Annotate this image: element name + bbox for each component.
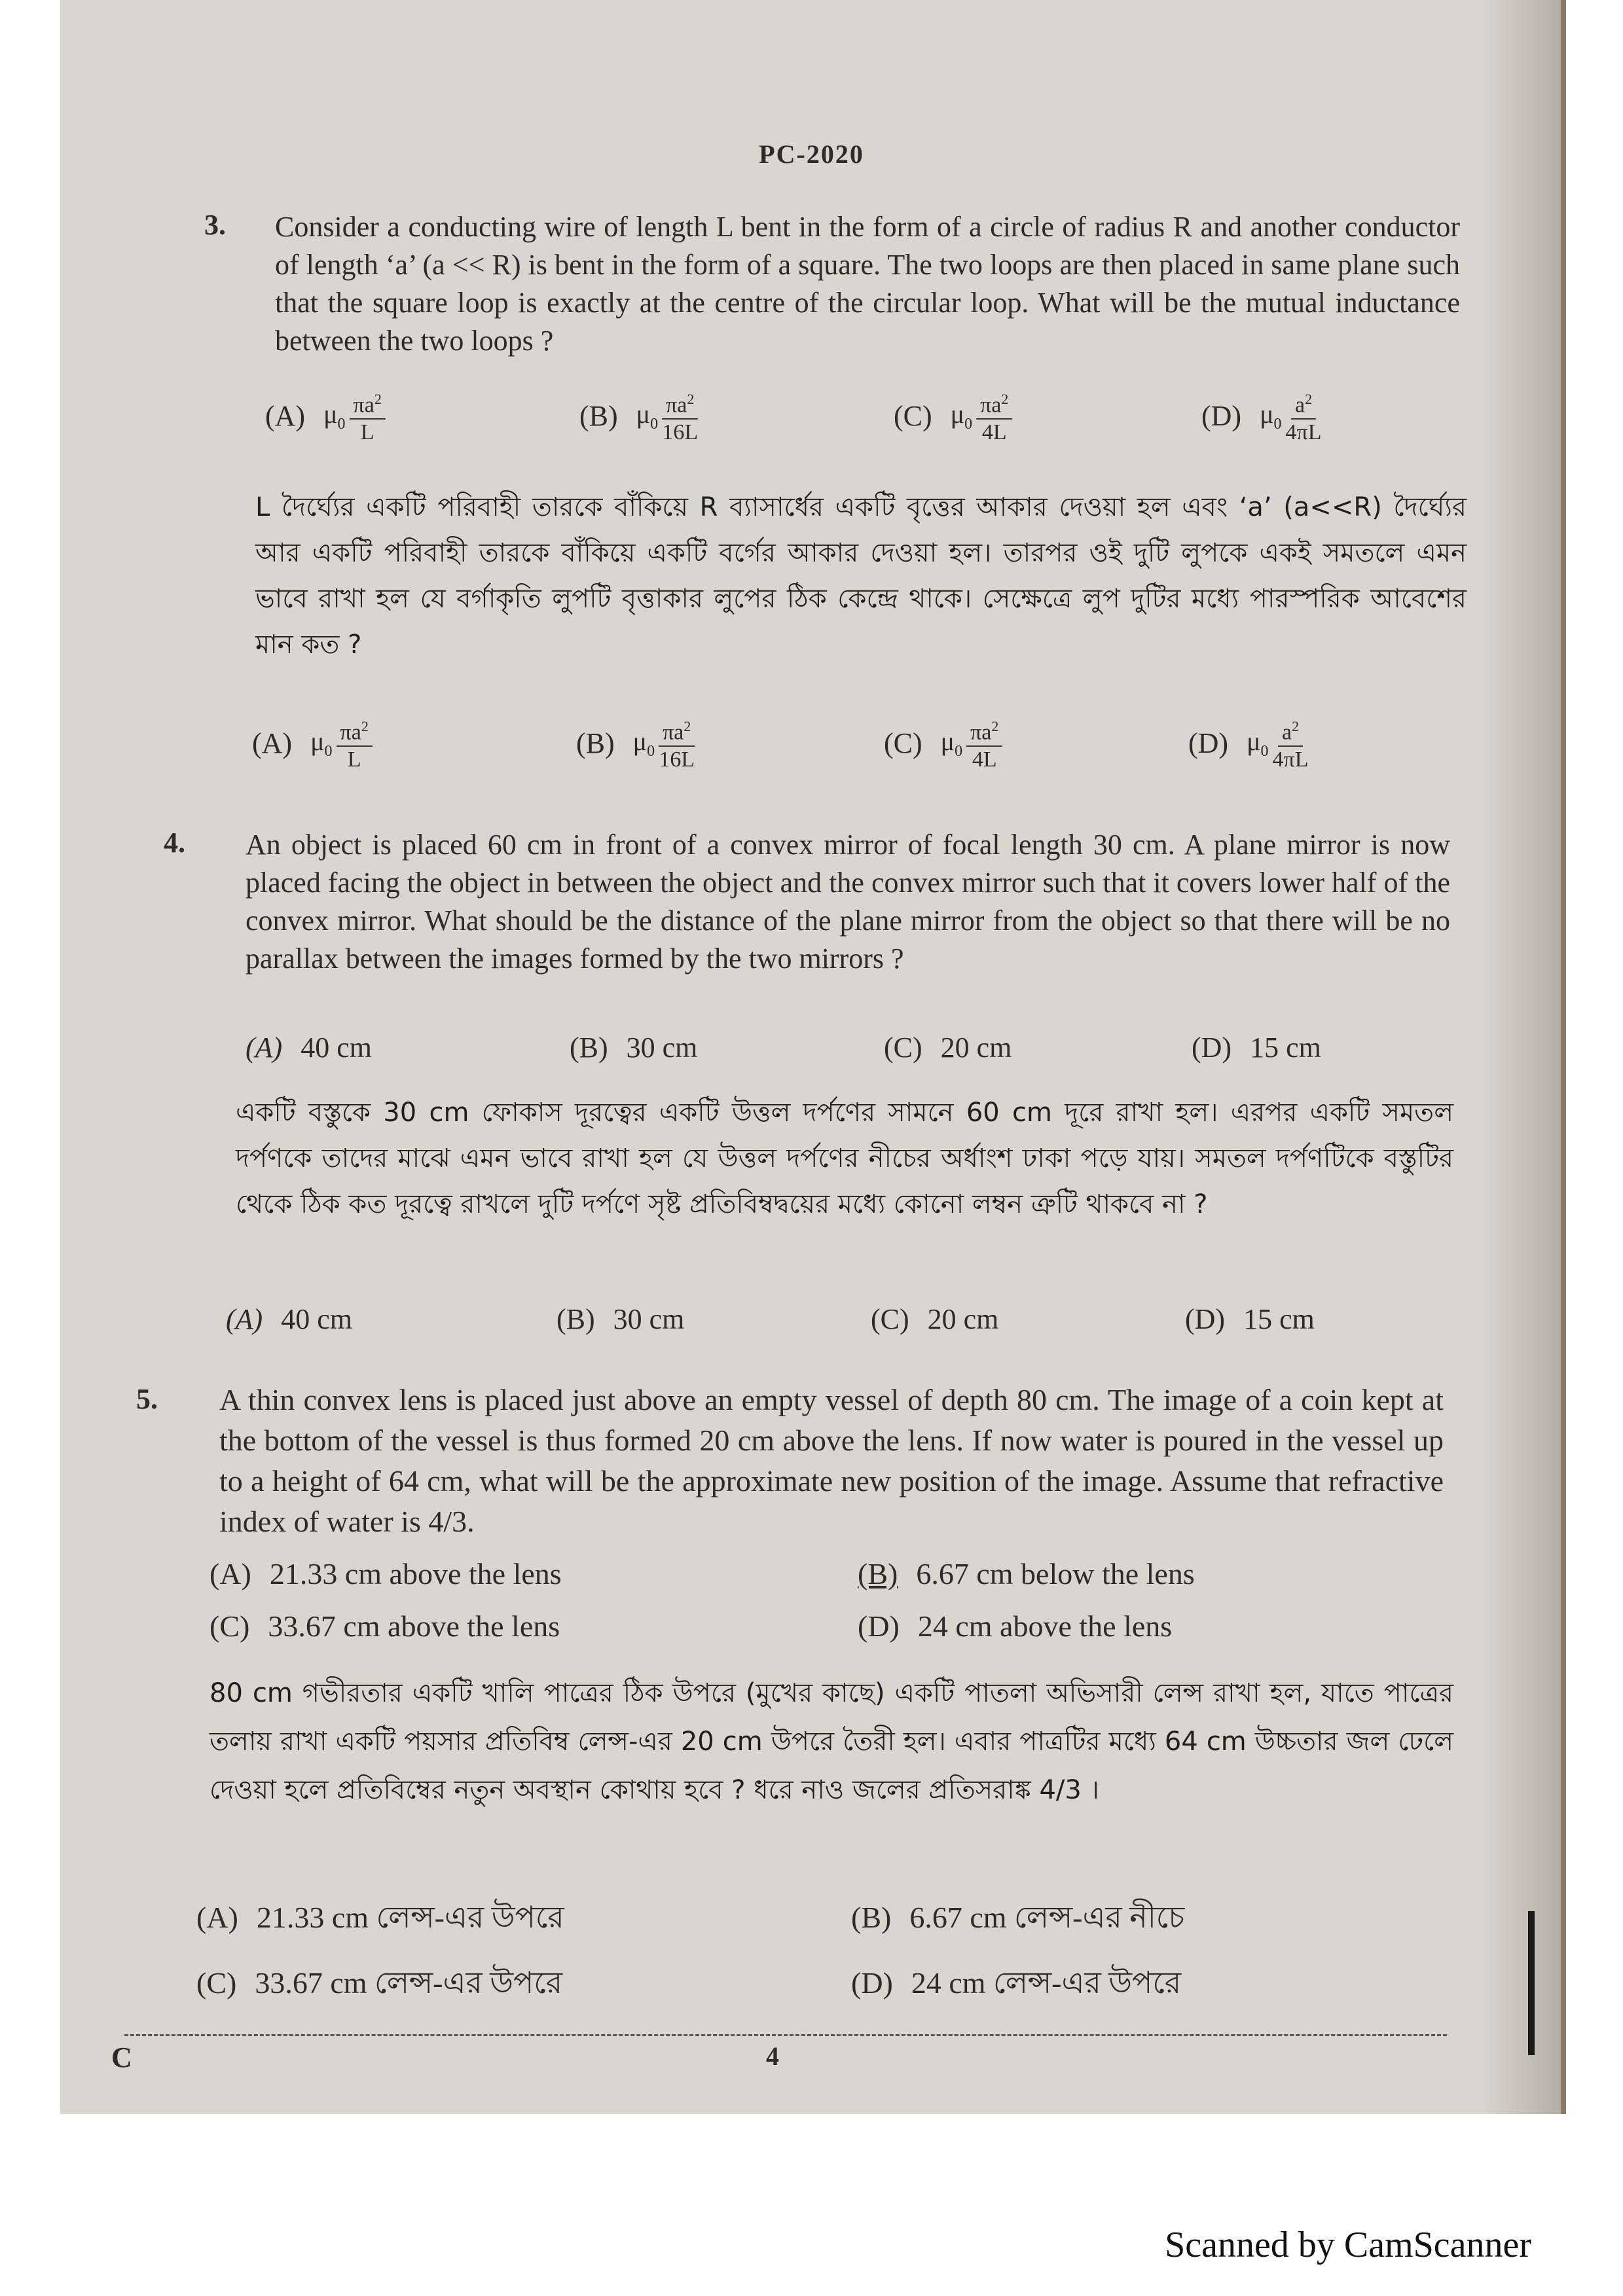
q3-option-d: (D) $\mu_0$ $\frac{a^2}{4\pi L}$ <box>1201 386 1321 446</box>
q5-option-b: (B) 6.67 cm below the lens <box>858 1557 1195 1590</box>
q4-bn-option-d: (D) 15 cm <box>1185 1303 1315 1335</box>
q5-bn-option-c: (C) 33.67 cm লেন্স-এর উপরে <box>196 1966 563 2000</box>
question-5-options-bn <box>196 1885 1440 2016</box>
q3-bn-option-d: (D) $\mu_0$ $\frac{a^2}{4\pi L}$ <box>1188 713 1308 773</box>
q4-bn-option-a: (A) 40 cm <box>226 1303 352 1335</box>
page-number: 4 <box>766 2041 779 2071</box>
q3-option-c: (C) $\mu_0$ $\frac{\pi a^2}{4L}$ <box>894 386 1201 446</box>
scanner-watermark: Scanned by CamScanner <box>1165 2225 1531 2265</box>
q3-bn-option-c: (C) $\mu_0$ $\frac{\pi a^2}{4L}$ <box>884 713 1188 773</box>
question-4-text-en: An object is placed 60 cm in front of a convex mirror of focal length 30 cm. A plane mirror is now placed facing the object in between the object and the convex mirror such that it covers lower half of the convex mirror. What should be the distance of the plane mirror from the object so that there will be no parallax between the images formed by the two mirrors ? <box>246 829 1450 975</box>
q5-option-a: (A) 21.33 cm above the lens <box>210 1557 562 1590</box>
question-4-options-bn <box>226 1302 1444 1336</box>
question-3-number: 3. <box>204 209 226 241</box>
question-5-text-en: A thin convex lens is placed just above an empty vessel of depth 80 cm. The image of a coin kept at the bottom of the vessel is thus formed 20 cm above the lens. If now water is poured in the vessel up to a height of 64 cm, what will be the approximate new position of the image. Assume that refractive index of water is 4/3. <box>219 1383 1444 1538</box>
q3-bn-option-b: (B) $\mu_0$ $\frac{\pi a^2}{16L}$ <box>576 713 884 773</box>
q4-bn-option-b: (B) 30 cm <box>556 1303 685 1335</box>
paper-code: PC-2020 <box>759 139 864 169</box>
q4-bn-option-c: (C) 20 cm <box>871 1303 999 1335</box>
q5-option-c: (C) 33.67 cm above the lens <box>210 1609 560 1643</box>
question-5-number: 5. <box>136 1383 158 1415</box>
q4-option-a: (A) 40 cm <box>246 1031 372 1064</box>
q5-bn-option-a: (A) 21.33 cm লেন্স-এর উপরে <box>196 1901 564 1934</box>
q5-option-d: (D) 24 cm above the lens <box>858 1609 1173 1643</box>
q3-bn-option-a: (A) $\mu_0$ $\frac{\pi a^2}{L}$ <box>252 713 576 773</box>
binding-edge <box>1528 1911 1535 2055</box>
set-code: C <box>111 2041 132 2073</box>
q4-option-b: (B) 30 cm <box>570 1031 698 1064</box>
question-3-text-en: Consider a conducting wire of length L bent in the form of a circle of radius R and another conductor of length ‘a’ (a << R) is bent in the form of a square. The two loops are then placed in same plane such that the square loop is exactly at the centre of the circular loop. What will be the mutual inductance between the two loops ? <box>275 211 1460 357</box>
question-4-number: 4. <box>164 827 185 859</box>
question-5-text-bn: 80 cm গভীরতার একটি খালি পাত্রের ঠিক উপরে (মুখের কাছে) একটি পাতলা অভিসারী লেন্স রাখা হল, যাতে পাত্রের তলায় রাখা একটি পয়সার প্রতিবিম্ব লেন্স-এর 20 cm উপরে তৈরী হল। এবার পাত্রটির মধ্যে 64 cm উচ্চতার জল ঢেলে দেওয়া হলে প্রতিবিম্বের নতুন অবস্থান কোথায় হবে ? ধরে নাও জলের প্রতিসরাঙ্ক 4/3 । <box>210 1678 1453 1805</box>
question-5-options-en <box>210 1548 1453 1653</box>
question-4-options-en <box>246 1031 1450 1064</box>
q5-bn-option-b: (B) 6.67 cm লেন্স-এর নীচে <box>851 1901 1185 1934</box>
footer-divider <box>124 2034 1447 2036</box>
question-3-options-bn <box>252 713 1444 773</box>
q3-option-a: (A) $\mu_0$ $\frac{\pi a^2}{L}$ <box>265 386 579 446</box>
q4-option-c: (C) 20 cm <box>884 1031 1012 1064</box>
q3-option-b: (B) $\mu_0$ $\frac{\pi a^2}{16L}$ <box>579 386 894 446</box>
q4-option-d: (D) 15 cm <box>1192 1031 1321 1064</box>
question-3-options-en <box>265 386 1444 446</box>
question-3-text-bn: L দৈর্ঘ্যের একটি পরিবাহী তারকে বাঁকিয়ে R ব্যাসার্ধের একটি বৃত্তের আকার দেওয়া হল এবং ‘a’ (a<<R) দৈর্ঘ্যের আর একটি পরিবাহী তারকে বাঁকিয়ে একটি বর্গের আকার দেওয়া হল। তারপর ওই দুটি লুপকে একই সমতলে এমন ভাবে রাখা হল যে বর্গাকৃতি লুপটি বৃত্তাকার লুপের ঠিক কেন্দ্রে থাকে। সেক্ষেত্রে লুপ দুটির মধ্যে পারস্পরিক আবেশের মান কত ? <box>255 492 1467 660</box>
q5-bn-option-d: (D) 24 cm লেন্স-এর উপরে <box>851 1966 1182 2000</box>
question-4-text-bn: একটি বস্তুকে 30 cm ফোকাস দূরত্বের একটি উত্তল দর্পণের সামনে 60 cm দূরে রাখা হল। এরপর একটি সমতল দর্পণকে তাদের মাঝে এমন ভাবে রাখা হল যে উত্তল দর্পণের নীচের অর্ধাংশ ঢাকা পড়ে যায়। সমতল দর্পণটিকে বস্তুটির থেকে ঠিক কত দূরত্বে রাখলে দুটি দর্পণে সৃষ্ট প্রতিবিম্বদ্বয়ের মধ্যে কোনো লম্বন ত্রুটি থাকবে না ? <box>236 1098 1453 1219</box>
